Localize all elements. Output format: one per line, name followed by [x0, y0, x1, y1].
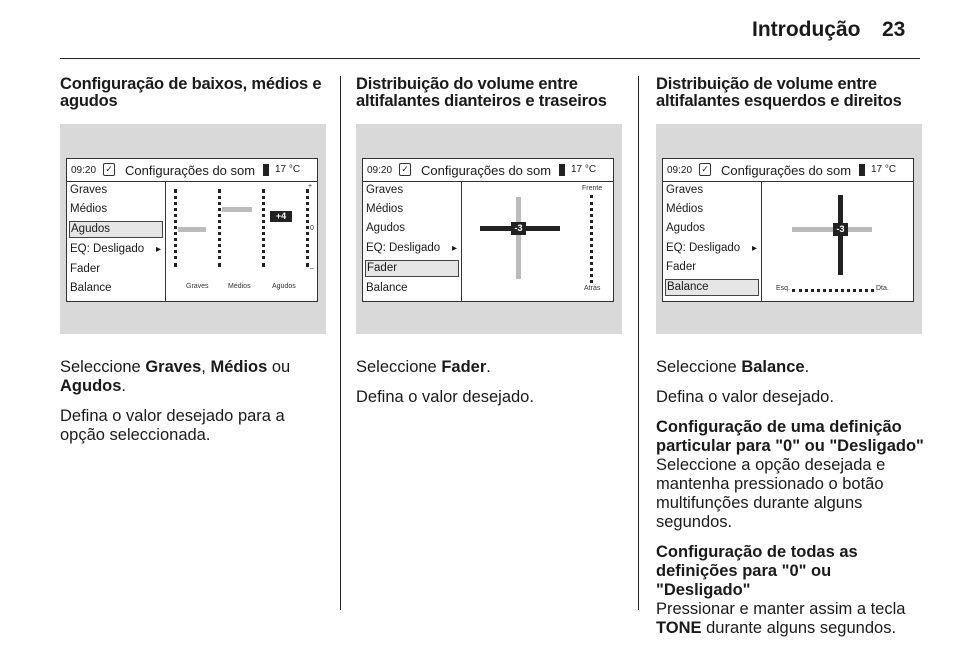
column-bass-mid-treble — [60, 76, 328, 456]
temperature: 17 °C — [275, 164, 301, 175]
instruction-reset-all — [656, 600, 924, 638]
status-bar — [363, 159, 613, 182]
instruction-select — [356, 358, 624, 377]
mid-slider-track — [218, 189, 224, 267]
chevron-right-icon: ▸ — [751, 242, 757, 254]
status-bar — [663, 159, 913, 182]
text: . — [486, 358, 491, 376]
text: Seleccione — [356, 358, 442, 376]
menu-item-agudos[interactable]: Agudos — [666, 222, 706, 235]
settings-menu — [363, 181, 462, 301]
section-heading: Configuração de baixos, médios e agudos — [60, 75, 322, 110]
subheading-reset-single: Configuração de uma definição particular para "0" ou "Desligado" — [656, 418, 924, 455]
text: Seleccione — [656, 358, 742, 376]
term-tone: TONE — [656, 619, 702, 637]
menu-item-agudos[interactable]: Agudos — [69, 221, 163, 238]
mid-level-bar — [222, 207, 252, 212]
instruction-reset-single: Seleccione a opção desejada e mantenha pressionado o botão multifunções durante alguns segundos. — [656, 456, 886, 531]
menu-item-medios[interactable]: Médios — [70, 203, 108, 216]
left-label: Esq. — [776, 285, 791, 292]
menu-item-eq-label: EQ: Desligado — [70, 243, 145, 256]
balance-horizontal-bar — [792, 227, 872, 232]
clock: 09:20 — [367, 165, 393, 176]
text: Seleccione — [60, 358, 146, 376]
clock: 09:20 — [71, 165, 97, 176]
fader-vertical-bar — [516, 197, 521, 279]
fader-scale — [590, 195, 596, 283]
scale-minus-label: – — [310, 265, 314, 272]
term-medios: Médios — [210, 358, 268, 376]
menu-item-balance[interactable]: Balance — [665, 279, 759, 296]
treble-knob[interactable]: +4 — [270, 211, 292, 222]
text: , — [201, 358, 211, 376]
menu-item-agudos[interactable]: Agudos — [366, 222, 406, 235]
thermometer-icon — [559, 164, 565, 176]
term-graves: Graves — [145, 358, 202, 376]
check-icon: ✓ — [699, 163, 711, 176]
section-heading: Distribuição do volume entre altifalantes dianteiros e traseiros — [356, 75, 607, 110]
fader-knob[interactable]: -3 — [511, 222, 526, 235]
menu-item-eq[interactable] — [663, 239, 761, 258]
header-section-title: Introdução — [752, 18, 861, 41]
menu-item-eq-label: EQ: Desligado — [666, 241, 741, 254]
thermometer-icon — [263, 164, 269, 176]
balance-scale — [792, 289, 874, 292]
instruction-set-value: Defina o valor desejado para a opção seleccionada. — [60, 407, 285, 444]
text: durante alguns segundos. — [701, 619, 897, 637]
text: . — [804, 358, 810, 376]
chevron-right-icon: ▸ — [155, 244, 161, 256]
screen-title: Configurações do som — [125, 163, 256, 178]
chevron-right-icon: ▸ — [451, 242, 457, 254]
menu-item-balance[interactable]: Balance — [70, 281, 112, 294]
front-label: Frente — [582, 185, 603, 192]
rear-label: Atrás — [584, 285, 601, 292]
figure-fader-screen — [356, 124, 622, 334]
menu-item-graves[interactable]: Graves — [666, 184, 704, 196]
bass-level-bar — [178, 227, 206, 232]
header-rule — [60, 58, 920, 59]
settings-menu — [663, 181, 762, 301]
text: ou — [267, 358, 291, 376]
menu-item-fader[interactable]: Fader — [365, 260, 459, 277]
instruction-set-value: Defina o valor desejado. — [356, 388, 534, 406]
status-bar — [67, 159, 317, 182]
check-icon: ✓ — [103, 163, 115, 176]
section-heading: Distribuição de volume entre altifalantes esquerdos e direitos — [656, 75, 902, 110]
figure-eq-screen — [60, 124, 326, 334]
display-screen — [662, 158, 914, 302]
term-fader: Fader — [441, 358, 487, 376]
menu-item-balance[interactable]: Balance — [366, 281, 408, 294]
menu-item-eq-label: EQ: Desligado — [366, 241, 441, 254]
settings-menu — [67, 181, 166, 301]
temperature: 17 °C — [871, 164, 897, 175]
term-balance: Balance — [741, 358, 805, 376]
term-agudos: Agudos — [60, 377, 122, 395]
page-number: 23 — [882, 18, 906, 41]
column-fader — [356, 76, 624, 418]
instruction-select — [60, 358, 328, 396]
menu-item-fader[interactable]: Fader — [70, 262, 101, 275]
eq-bars-pane — [166, 181, 317, 301]
figure-balance-screen — [656, 124, 922, 334]
fader-pane — [462, 181, 613, 301]
bass-label: Graves — [186, 283, 209, 290]
text: . — [121, 377, 127, 395]
menu-item-medios[interactable]: Médios — [366, 203, 404, 216]
mid-label: Médios — [228, 283, 251, 290]
right-label: Dta. — [876, 285, 889, 292]
treble-slider-track — [262, 189, 268, 267]
menu-item-eq[interactable] — [363, 239, 461, 258]
balance-knob[interactable]: -3 — [833, 223, 848, 236]
scale-plus-label: + — [308, 183, 313, 190]
instruction-set-value: Defina o valor desejado. — [656, 388, 834, 406]
instruction-select — [656, 358, 924, 377]
treble-label: Agudos — [272, 283, 296, 290]
display-screen — [362, 158, 614, 302]
column-divider — [340, 76, 341, 610]
thermometer-icon — [859, 164, 865, 176]
scale-zero-label: 0 — [310, 225, 314, 232]
screen-title: Configurações do som — [721, 163, 852, 178]
balance-pane — [762, 181, 913, 301]
display-screen — [66, 158, 318, 302]
check-icon: ✓ — [399, 163, 411, 176]
menu-item-fader[interactable]: Fader — [666, 260, 697, 273]
text: Pressionar e manter assim a tecla — [656, 600, 906, 618]
screen-title: Configurações do som — [421, 163, 552, 178]
menu-item-eq[interactable] — [67, 240, 165, 259]
menu-item-medios[interactable]: Médios — [666, 203, 704, 216]
clock: 09:20 — [667, 165, 693, 176]
temperature: 17 °C — [571, 164, 597, 175]
menu-item-graves[interactable]: Graves — [70, 184, 108, 196]
menu-item-graves[interactable]: Graves — [366, 184, 404, 196]
column-divider — [638, 76, 639, 610]
column-balance — [656, 76, 924, 649]
subheading-reset-all: Configuração de todas as definições para "0" ou "Desligado" — [656, 543, 858, 599]
